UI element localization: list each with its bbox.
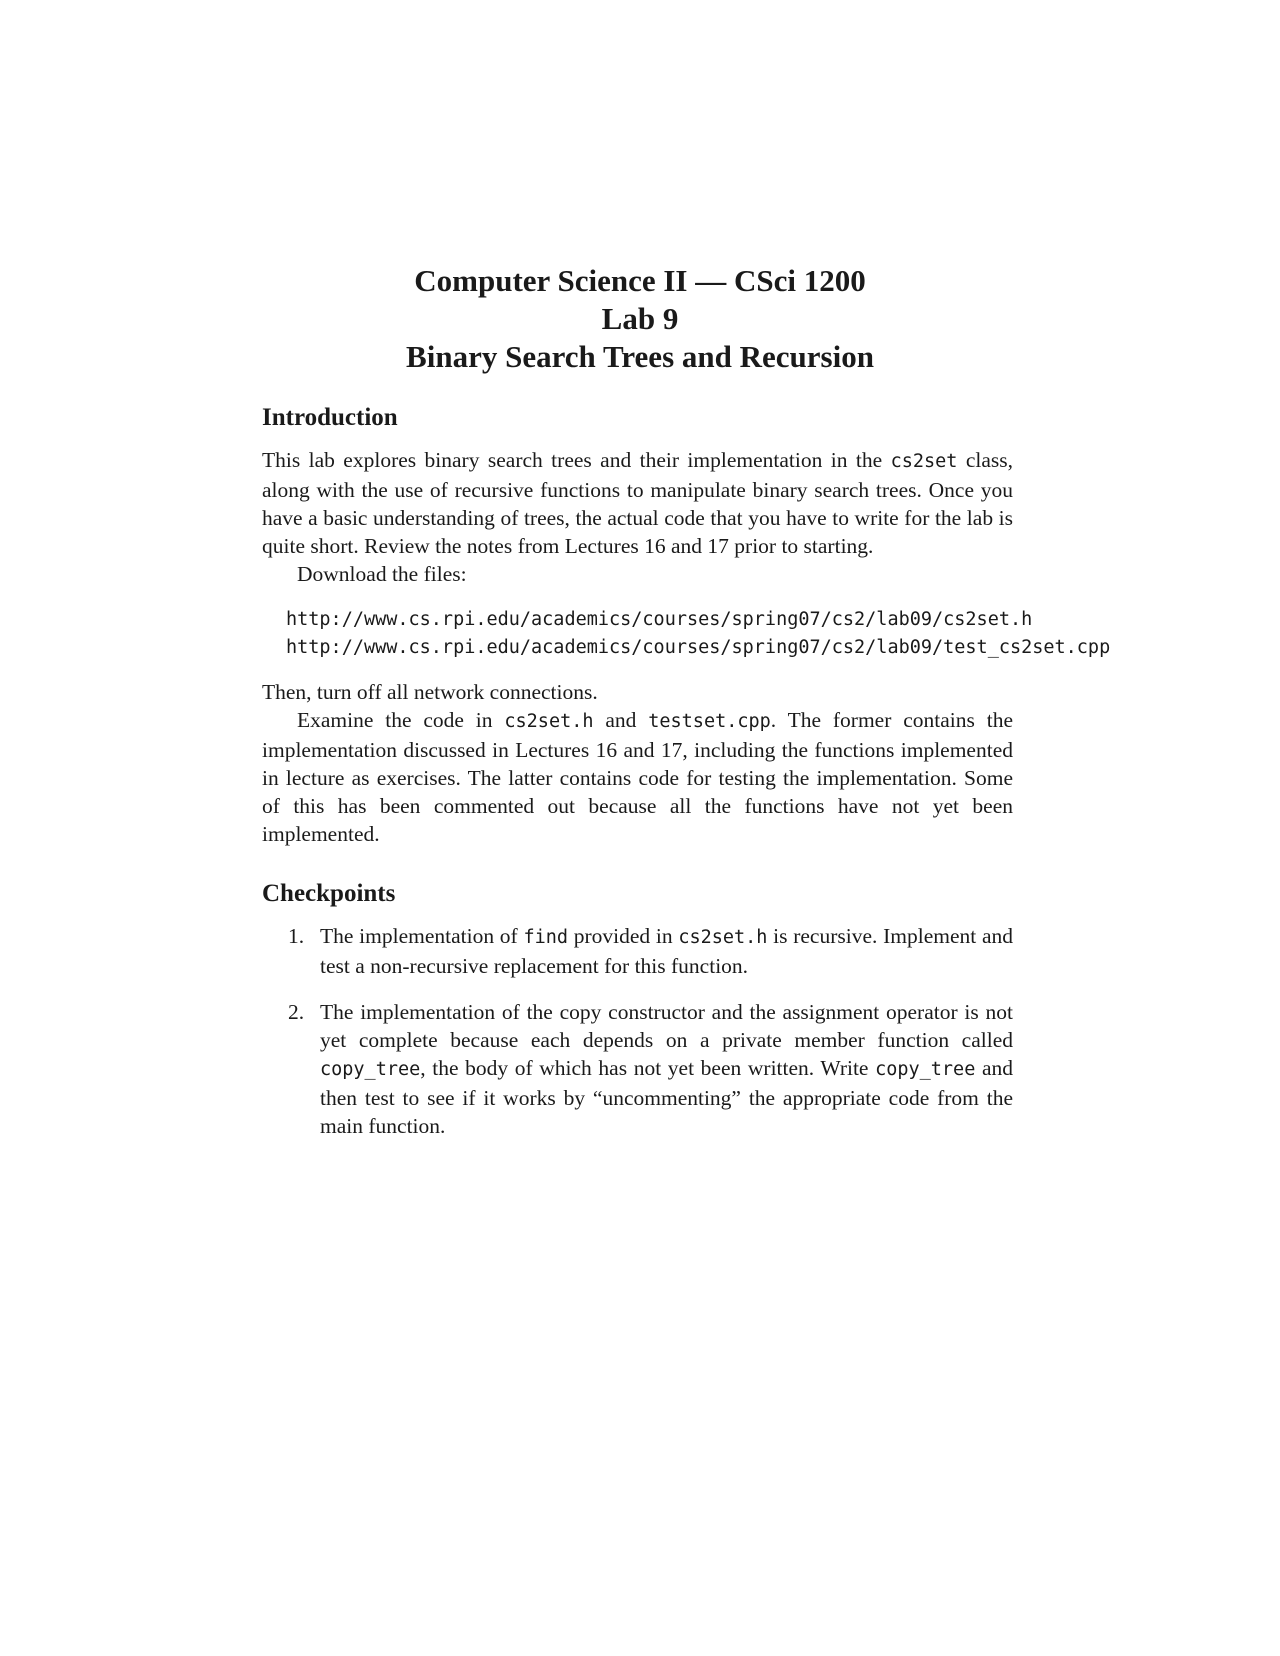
lab-number: Lab 9 [601,301,679,336]
network-paragraph: Then, turn off all network connections. [262,680,598,704]
inline-code: testset.cpp [648,711,771,732]
intro-text: This lab explores binary search trees and their implementation in the [262,448,891,472]
inline-code: cs2set.h [678,927,768,948]
checkpoint-text: provided in [568,924,679,948]
inline-code: copy_tree [320,1059,421,1080]
course-title: Computer Science II — CSci 1200 [414,263,866,298]
checkpoint-list [262,922,1013,1140]
inline-code: find [523,927,569,948]
checkpoints-heading: Checkpoints [262,880,396,907]
checkpoint-text: is recursive. Implement and test a non-recursive replacement for this function. [320,924,1014,978]
inline-code: cs2set [890,451,958,472]
lab-title: Binary Search Trees and Recursion [406,339,874,374]
examine-paragraph [262,706,1013,848]
introduction-heading: Introduction [262,404,398,431]
document-title [0,262,1280,376]
download-url[interactable]: http://www.cs.rpi.edu/academics/courses/spring07/cs2/lab09/cs2set.h [286,609,1033,630]
checkpoint-item [262,998,1013,1140]
download-url-list [286,606,1111,662]
checkpoint-text: , the body of which has not yet been written. Write [420,1056,876,1080]
checkpoint-text: The implementation of the copy constructor and the assignment operator is not yet complete because each depends on a private member function called [320,1000,1013,1052]
checkpoint-number: 2. [288,1000,305,1024]
examine-text: Examine the code in [297,708,505,732]
download-paragraph: Download the files: [297,562,467,586]
intro-text: class, along with the use of recursive functions to manipulate binary search trees. Once you have a basic understanding of trees, the actual code that you have to write for the lab is quite short. Review the notes from Lectures 16 and 17 prior to starting. [262,448,1013,558]
examine-text: . The former contains the implementation discussed in Lectures 16 and 17, including the functions implemented in lecture as exercises. The latter contains code for testing the implementation. Some of this has been commented out because all the functions have not yet been implemented. [262,708,1013,846]
inline-code: copy_tree [875,1059,976,1080]
document-body [262,402,1111,1158]
intro-paragraph [262,446,1013,560]
inline-code: cs2set.h [504,711,594,732]
checkpoint-text: The implementation of [320,924,524,948]
checkpoint-text: and then test to see if it works by “uncommenting” the appropriate code from the main function. [320,1056,1014,1138]
examine-text: and [593,708,649,732]
download-url[interactable]: http://www.cs.rpi.edu/academics/courses/spring07/cs2/lab09/test_cs2set.cpp [286,637,1111,658]
checkpoint-item [262,922,1013,980]
checkpoint-number: 1. [288,924,305,948]
